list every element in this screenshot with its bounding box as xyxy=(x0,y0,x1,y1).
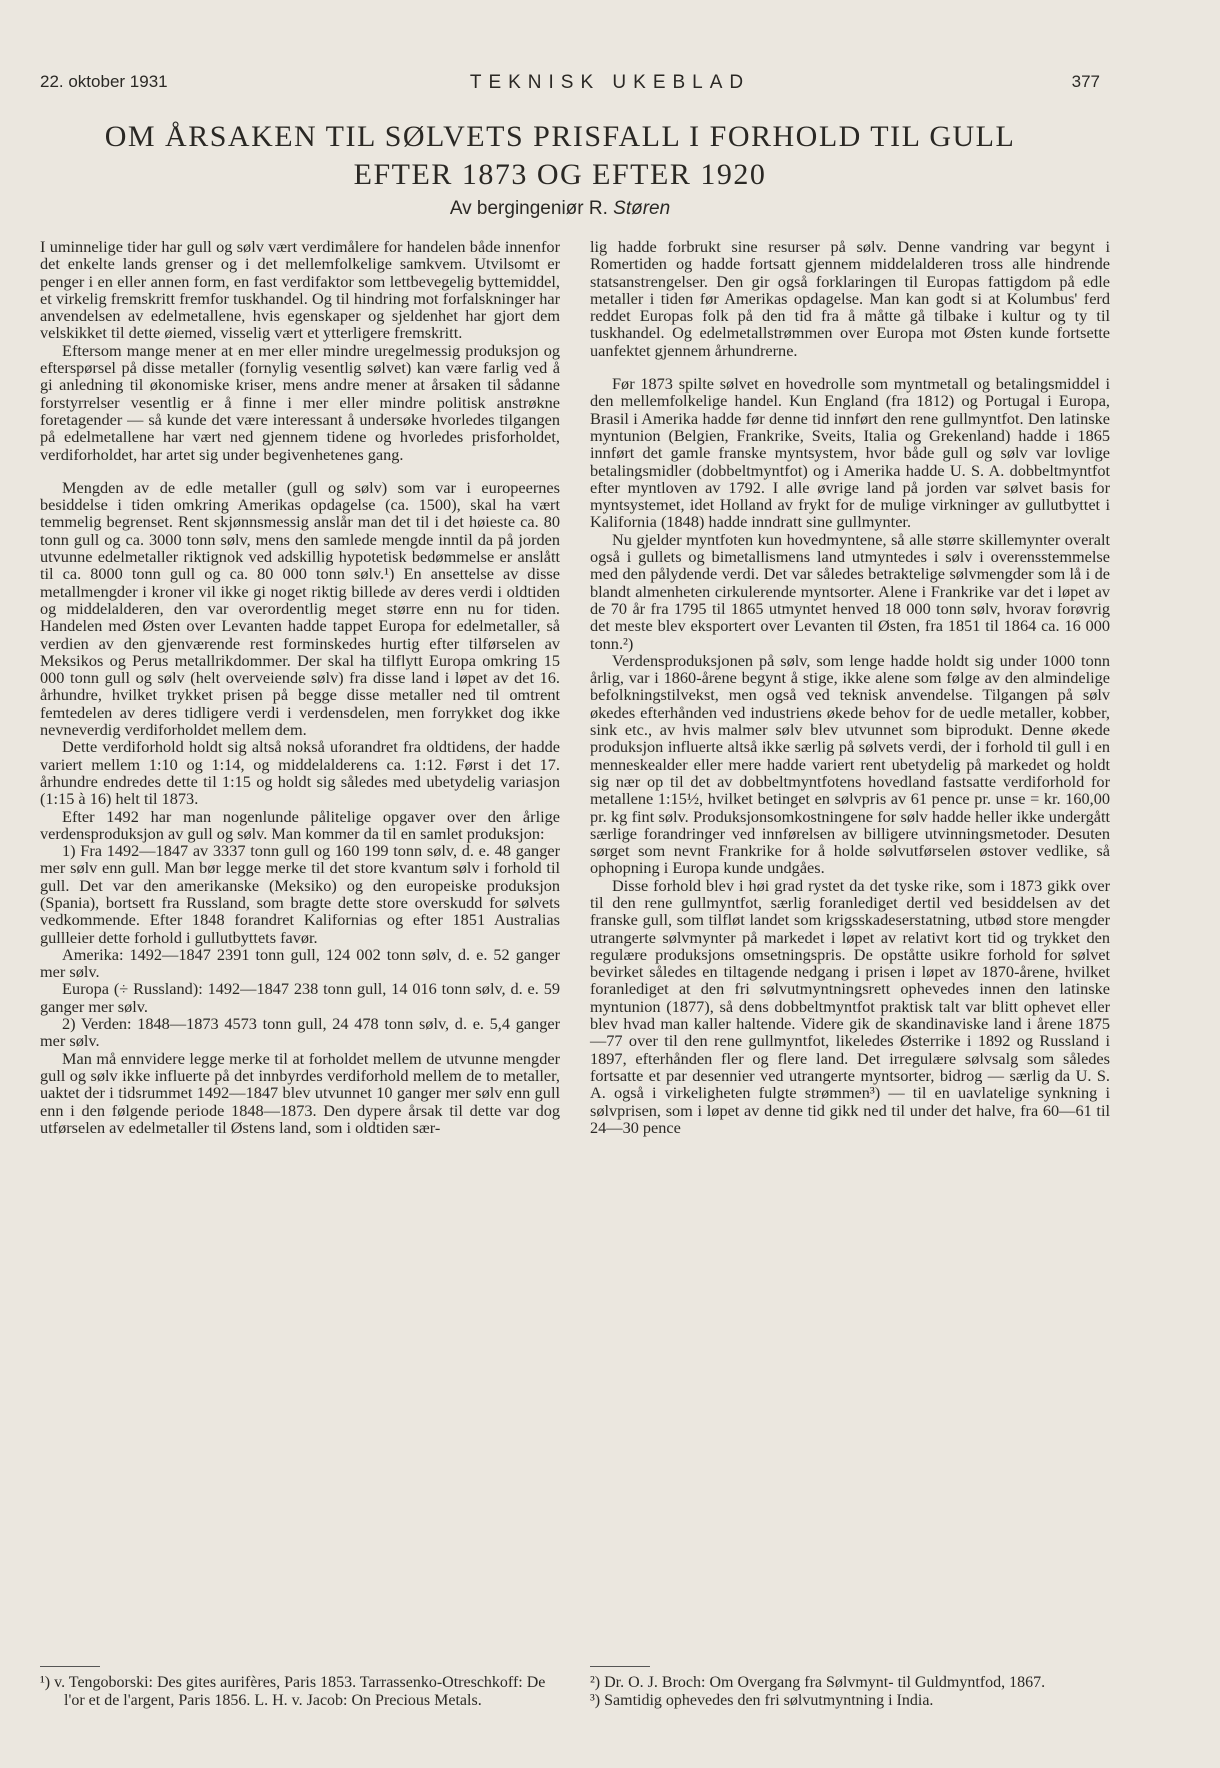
paragraph: Efter 1492 har man nogenlunde pålitelige opgaver over den årlige verdensproduksjon av gull og sølv. Man kommer da til en samlet produksjon: xyxy=(40,806,560,843)
paragraph: Dette verdiforhold holdt sig altså nokså uforandret fra oldtidens, der hadde variert mellem 1:10 og 1:14, og middelalderens ca. 1:12. Først i det 17. århundre endredes dette til 1:15 og holdt sig således med ubetydelig variasjon (1:15 à 16) helt til 1873. xyxy=(40,737,560,809)
byline-author: Støren xyxy=(613,198,671,219)
paragraph: Eftersom mange mener at en mer eller mindre uregelmessig produksjon og efterspørsel på disse metaller (fornylig vesentlig sølvet) kan være farlig ved å gi anledning til økonomiske kriser, mens andre mener at årsaken til sådanne forstyrrelser vesentlig er å finne i mer eller mindre politisk anstrøkne foretagender — så kunde det være interessant å undersøke hvorledes tilgangen på edelmetallene har vært ned gjennem tidene og hvorledes prisforholdet, verdiforholdet, har artet sig under begivenhetenes gang. xyxy=(40,340,560,464)
paragraph: I uminnelige tider har gull og sølv vært verdimålere for handelen både innenfor det enkelte lands grenser og i det mellemfolkelige samkvem. Utvilsomt er penger i en eller annen form, en fast verdifaktor som lettbevegelig byttemiddel, et virkelig fremskritt fremfor tuskhandel. Og til hindring mot forfalskninger har anvendelsen av edelmetallene, hvis egenskaper og sjeldenhet har gjort dem velskikket til dette øiemed, visselig vært et ytterligere fremskritt. xyxy=(40,237,560,343)
page-number: 377 xyxy=(1071,72,1100,91)
footnote-rule xyxy=(40,1666,100,1667)
footnotes-right xyxy=(590,1666,1110,1710)
left-column xyxy=(40,238,560,1136)
article-title-block xyxy=(60,118,1060,220)
footnote-rule xyxy=(590,1666,650,1667)
paragraph: 2) Verden: 1848—1873 4573 tonn gull, 24 478 tonn sølv, d. e. 5,4 ganger mer sølv. xyxy=(40,1014,560,1051)
paragraph: Man må ennvidere legge merke til at forholdet mellem de utvunne mengder gull og sølv ikke influerte på det innbyrdes verdiforhold mellem de to metaller, uaktet der i tidsrummet 1492—1847 blev utvunnet 10 ganger mer sølv enn gull enn i den følgende periode 1848—1873. Den dypere årsak til dette var dog utførselen av edelmetaller til Østens land, som i oldtiden sær- xyxy=(40,1048,560,1137)
footnote-3: ³) Samtidig ophevedes den fri sølvutmyntning i India. xyxy=(590,1692,934,1709)
paragraph: lig hadde forbrukt sine resurser på sølv. Denne vandring var begynt i Romertiden og hadde fortsatt gjennem middelalderen tross alle hindrende statsanstrengelser. Den gir også forklaringen til Europas fattigdom på edle metaller i tiden før Amerikas opdagelse. Man kan godt si at Kolumbus' ferd reddet Europas folk på den tid fra å måtte gå tilbake i kultur og ty til tuskhandel. Og edelmetallstrømmen over Europa mot Østen kunde fortsette uanfektet gjennem århundrerne. xyxy=(590,237,1110,360)
paragraph: Verdensproduksjonen på sølv, som lenge hadde holdt sig under 1000 tonn årlig, var i 1860-årene begynt å stige, ikke alene som følge av den almindelige befolkningstilvekst, men også ved teknisk anvendelse. Tilgangen på sølv økedes efterhånden ved industriens økede behov for de uedle metaller, kobber, sink etc., av hvis malmer sølv blev utvunnet som biprodukt. Denne økede produksjon influerte altså ikke særlig på sølvets verdi, der i forhold til gull i en menneskealder eller mere hadde variert rent ubetydelig på markedet og holdt sig nær op til det av dobbeltmyntfotens hovedland fastsatte verdiforhold for metallene 1:15½, hvilket betinget en sølvpris av 61 pence pr. unse = kr. 160,00 pr. kg fint sølv. Produksjonsomkostningene for sølv hadde heller ikke undergått særlige forandringer ved innførelsen av billigere utvinningsmetoder. Desuten sørget som nevnt Frankrike for å holde sølvutførselen østover vedlike, så ophopning i Europa kunde undgåes. xyxy=(590,650,1110,878)
paragraph: Før 1873 spilte sølvet en hovedrolle som myntmetall og betalingsmiddel i den mellemfolkelige handel. Kun England (fra 1812) og Portugal i Europa, Brasil i Amerika hadde før denne tid innført den rene gullmyntfot. Den latinske myntunion (Belgien, Frankrike, Sveits, Italia og Grekenland) hadde i 1865 innført det gamle franske myntsystem, hvor både gull og sølv var lovlige betalingsmidler (dobbeltmyntfot) og i Amerika hadde U. S. A. dobbeltmyntfot efter myntloven av 1792. I alle øvrige land på jorden var sølvet basis for myntsystemet, idet Holland av frykt for de mulige virkninger av gullutbyttet i Kalifornia (1848) hadde inndratt sine gullmynter. xyxy=(590,374,1110,532)
footnotes-left xyxy=(40,1666,560,1710)
byline-prefix: Av bergingeniør R. xyxy=(449,198,608,219)
paragraph: Mengden av de edle metaller (gull og sølv) som var i europeernes besiddelse i tiden omkring Amerikas opdagelse (ca. 1500), skal ha vært temmelig begrenset. Rent skjønnsmessig anslår man det til i det høieste ca. 80 tonn gull og ca. 3000 tonn sølv, mens den samlede mengde inntil da på jorden utvunne edelmetaller riktignok ved adskillig hypotetisk bedømmelse er anslått til ca. 8000 tonn gull og ca. 80 000 tonn sølv.¹) En ansettelse av disse metallmengder i kroner vil ikke gi noget riktig billede av deres verdi i oldtiden og middelalderen, den var overordentlig meget større enn nu for tiden. Handelen med Østen over Levanten hadde tappet Europa for edelmetaller, så verdien av den gjenværende rest forminskedes hurtig efter tilførselen av Meksikos og Perus metallrikdommer. Der skal ha tilflytt Europa omkring 15 000 tonn gull og sølv (helt overveiende sølv) fra disse land i løpet av det 16. århundre, hvilket trykket prisen på begge disse metaller ned til omtrent femtedelen av deres tidligere verdi i verdensdelen, men forrykket dog ikke nevneverdig verdiforholdet mellem dem. xyxy=(40,477,560,740)
paragraph: Nu gjelder myntfoten kun hovedmyntene, så alle større skillemynter overalt også i gullets og bimetallismens land utmyntedes i sølv i overensstemmelse med den pålydende verdi. Det var således betraktelige sølvmengder som lå i de blandt almenheten cirkulerende myntsorter. Alene i Frankrike var det i løpet av de 70 år fra 1795 til 1865 utmyntet henved 18 000 tonn sølv, hvorav forøvrig det meste blev eksportert over Levanten til Østen, fra 1851 til 1864 ca. 16 000 tonn.²) xyxy=(590,529,1110,653)
paragraph: Amerika: 1492—1847 2391 tonn gull, 124 002 tonn sølv, d. e. 52 ganger mer sølv. xyxy=(40,944,560,982)
right-column xyxy=(590,238,1110,1136)
article-title-line-2: EFTER 1873 OG EFTER 1920 xyxy=(353,158,767,191)
running-head xyxy=(0,72,1220,100)
paragraph: Disse forhold blev i høi grad rystet da det tyske rike, som i 1873 gikk over til den rene gullmyntfot, særlig foranlediget dertil ved besiddelsen av det franske gull, som tilfløt landet som krigsskadeserstatning, utbød store mengder utrangerte sølvmynter på markedet i løpet av relativt kort tid og trykket den regulære produksjons omsetningspris. De opståtte usikre forhold for sølvet bevirket således en tiltagende nedgang i prisen i løpet av 1870-årene, hvilket foranlediget at den fri sølvutmyntningsrett ophevedes innen den latinske myntunion (1877), så dens dobbeltmyntfot praktisk talt var blitt ophevet eller blev hvad man kaller haltende. Videre gik de skandinaviske land i årene 1875—77 over til den rene gullmyntfot, likeledes Østerrike i 1892 og Russland i 1897, efterhånden fler og flere land. Det irregulære sølvsalg som således fortsatte et par desennier ved utrangerte myntsorter, bidrog — særlig da U. S. A. også i virkeligheten fulgte strømmen³) — til en uavlatelige synkning i sølvprisen, som i løpet av denne tid gikk ned til under det halve, fra 60—61 til 24—30 pence xyxy=(590,875,1110,1137)
footnote-1: ¹) v. Tengoborski: Des gites aurifères, Paris 1853. Tarrassenko-Otreschkoff: De l'or et de l'argent, Paris 1856. L. H. v. Jacob: On Precious Metals. xyxy=(40,1674,546,1709)
paragraph: 1) Fra 1492—1847 av 3337 tonn gull og 160 199 tonn sølv, d. e. 48 ganger mer sølv enn gull. Man bør legge merke til det store kvantum sølv i forhold til gull. Det var den amerikanske (Meksiko) og den europeiske produksjon (Spania), bortsett fra Russland, som bragte dette store overskudd for sølvets vedkommende. Efter 1848 forandret Kalifornias og efter 1851 Australias gullleier dette forhold i gullutbyttets favør. xyxy=(40,841,560,947)
footnote-2: ²) Dr. O. J. Broch: Om Overgang fra Sølvmynt- til Guldmyntfod, 1867. xyxy=(590,1674,1046,1691)
paragraph: Europa (÷ Russland): 1492—1847 238 tonn gull, 14 016 tonn sølv, d. e. 59 ganger mer sølv. xyxy=(40,979,560,1016)
article-title-line-1: OM ÅRSAKEN TIL SØLVETS PRISFALL I FORHOLD TIL GULL xyxy=(104,120,1016,153)
byline xyxy=(60,198,1060,220)
issue-date: 22. oktober 1931 xyxy=(40,72,168,91)
journal-name: TEKNISK UKEBLAD xyxy=(469,72,751,93)
